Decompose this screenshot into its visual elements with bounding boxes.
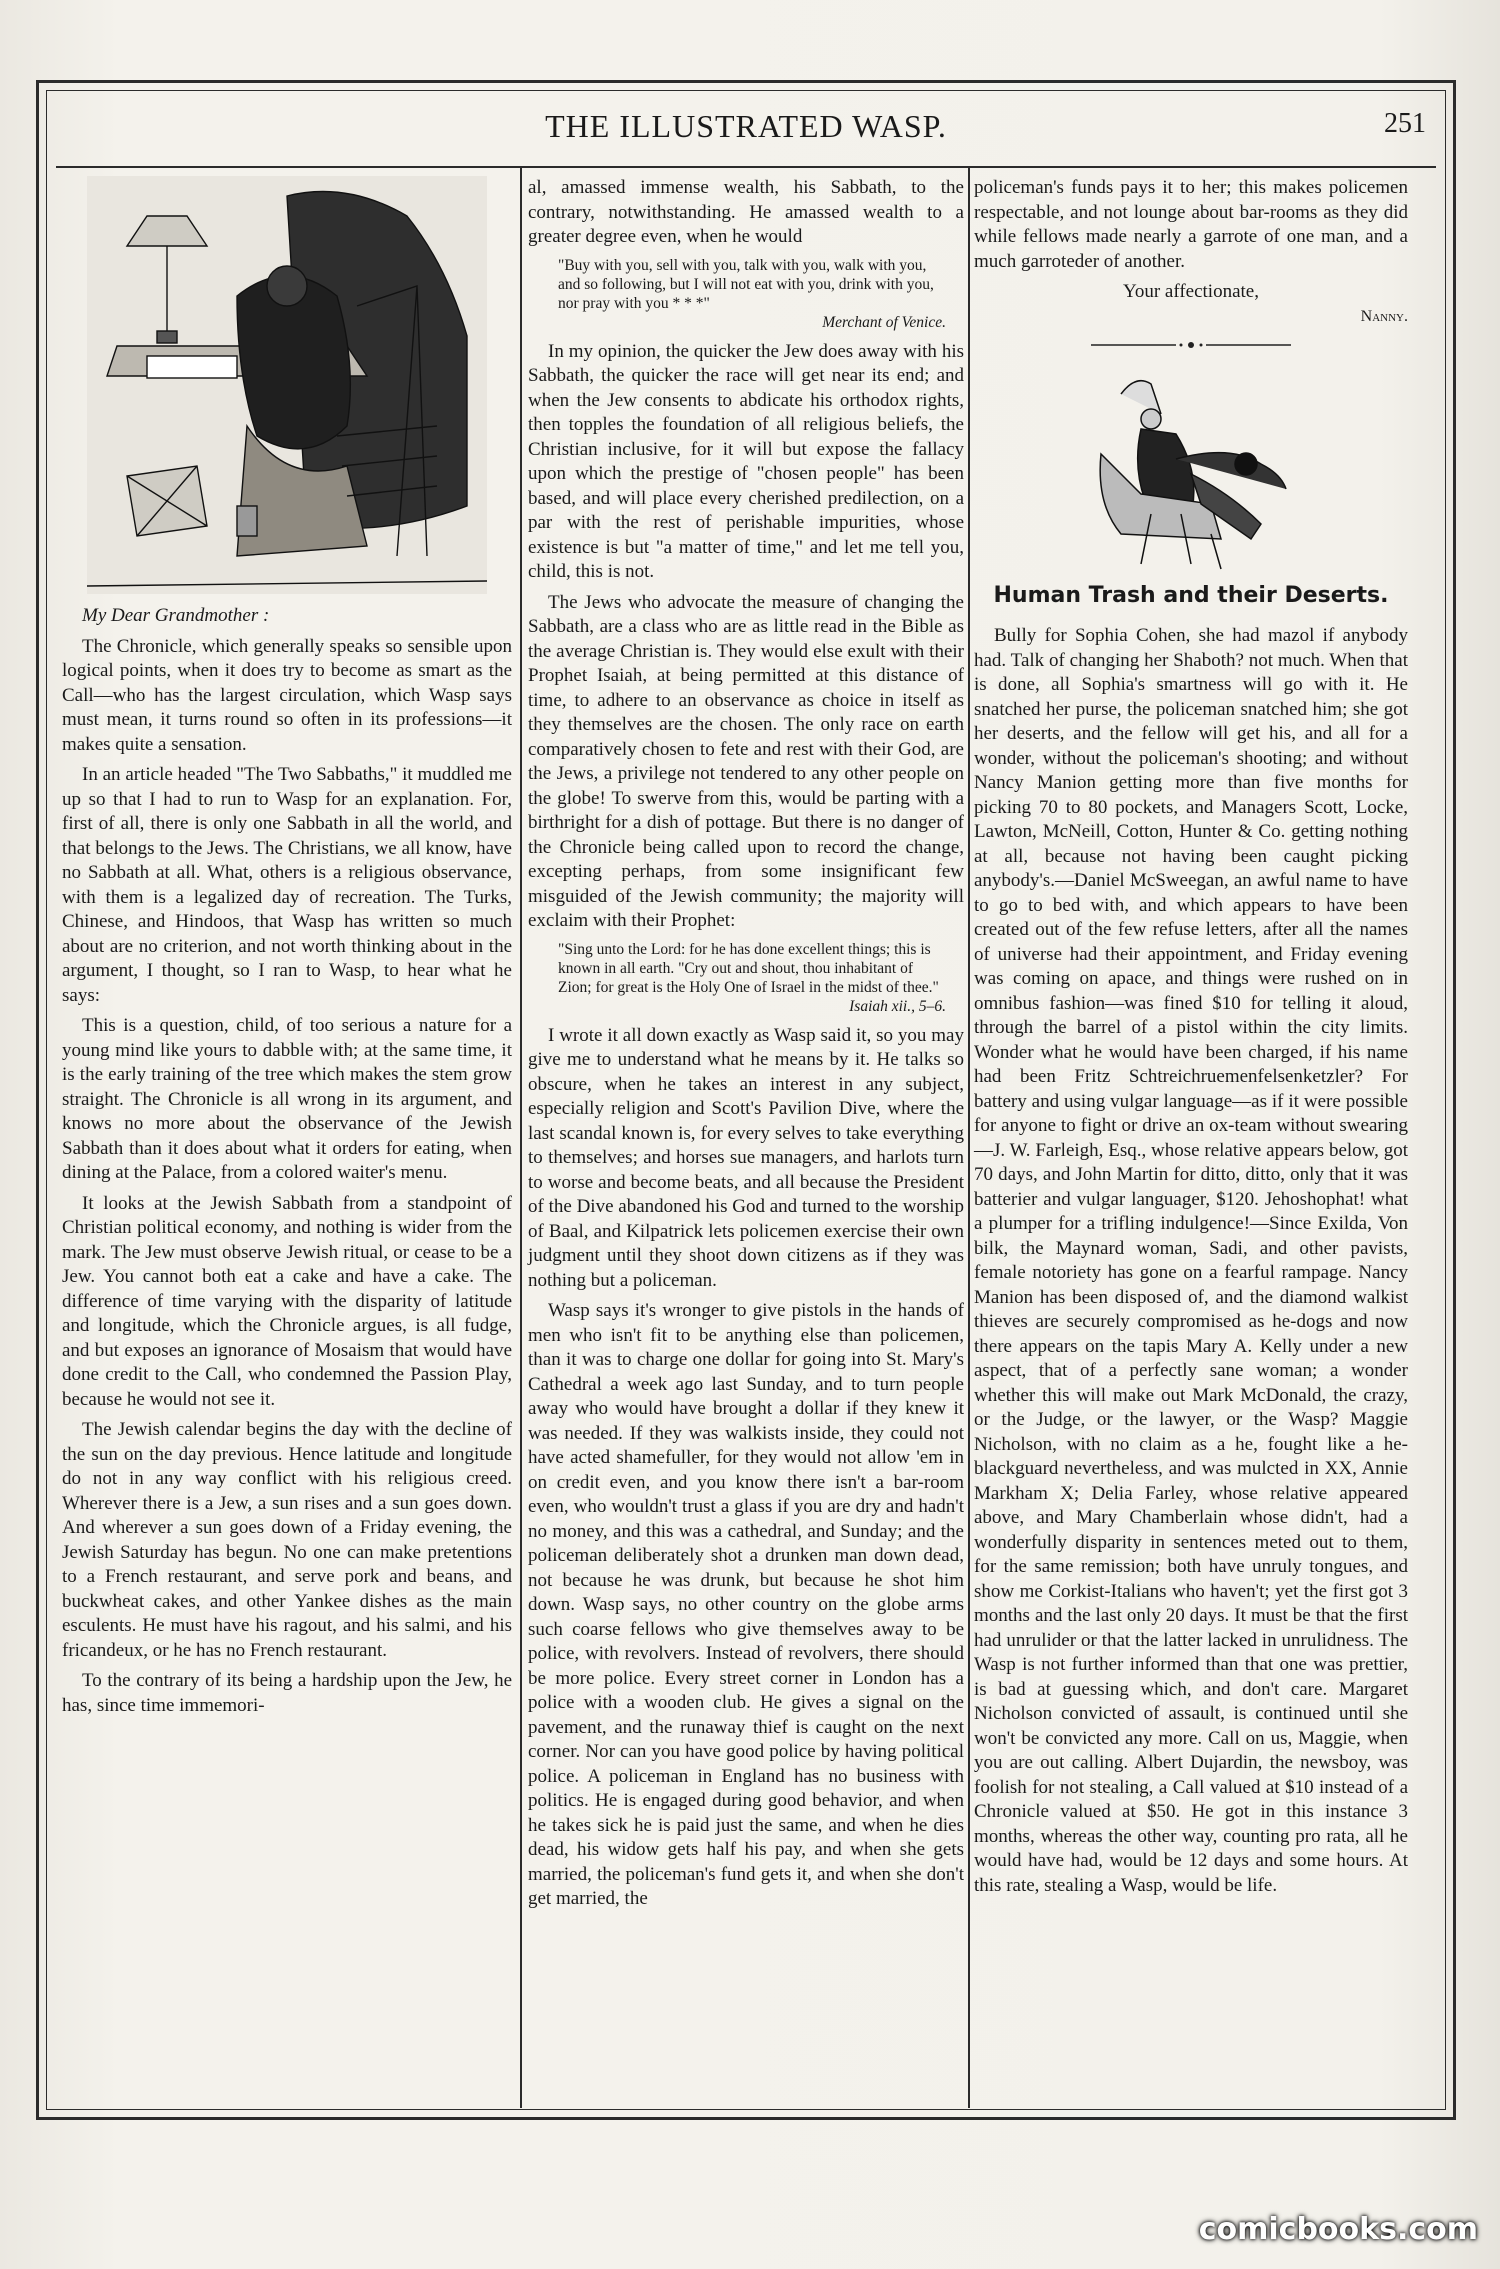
article-paragraph: The Jews who advocate the measure of changing the Sabbath, are a class who are as little read in the Bible as the average Christian is. They would else exult with their Prophet Isaiah, at being permitted at this distance of time, to adhere to an observance as choice in itself as they themselves are the chosen. The only race on earth comparatively chosen to fete and rest with their God, are the Jews, a privilege not tendered to any other people on the globe! To swerve from this, would be parting with a birthright for a dish of pottage. But there is no danger of the Chronicle being called upon to record the change, excepting perhaps, from some insignificant few misguided of the Jewish community; the majority will exclaim with their Prophet: — [528, 591, 964, 931]
article-paragraph: al, amassed immense wealth, his Sabbath, to the contrary, notwithstanding. He amassed wealth to a greater degree even, when he would — [528, 177, 964, 247]
quote-text: "Sing unto the Lord: for he has done excellent things; this is known in all earth. "Cry out and shout, thou inhabitant of Zion; for great is the Holy One of Israel in the midst of thee." — [558, 940, 939, 996]
article-paragraph: The Chronicle, which generally speaks so sensible upon logical points, when it does try to become as smart as the Call—who has the largest circulation, which Wasp says must mean, it turns round so often in its professions—it makes quite a sensation. — [62, 635, 512, 755]
column-right — [974, 176, 1408, 1904]
article-paragraph: In my opinion, the quicker the Jew does away with his Sabbath, the quicker the race will get near its end; and when the Jew consents to abdicate his orthodox rights, then topples the foundation of all religious beliefs, the Christian inclusive, for it will but expose the fallacy upon which the prestige of "chosen people" has been based, and will place every cherished predilection, on a par with the rest of perishable impurities, whose existence is but "a matter of time," and let me tell you, child, this is not. — [528, 340, 964, 582]
article-paragraph: I wrote it all down exactly as Wasp said it, so you may give me to understand what he means by it. He talks so obscure, when he takes an interest in any subject, especially religion and Scott's Pavilion Dive, where the last scandal known is, for every selves to take everything to themselves; and horses sue managers, and harlots turn to worse and become beats, and all because the President of the Dive abandoned his God and turned to the worship of Baal, and Kilpatrick lets policemen exercise their own judgment until they shoot down citizens as if they was nothing but a policeman. — [528, 1024, 964, 1291]
column-left — [62, 176, 512, 1724]
article-paragraph: Bully for Sophia Cohen, she had mazol if anybody had. Talk of changing her Shaboth? not much. When that is done, all Sophia's smartness will go with it. He snatched her purse, the policeman snatched him; she got her deserts, and the fellow will get his, and all for a wonder, without the policeman's shooting; and without Nancy Manion getting more than five months for picking 70 to 80 pockets, and Managers Scott, Locke, Lawton, McNeill, Cotton, Hunter & Co. getting nothing at all, because not having been caught picking anybody's.—Daniel McSweegan, an awful name to have to go to bed with, and which appears to have been created out of the few refuse letters, after all the names of universe had their appointment, and Friday evening was coming on apace, and things were rushed on in omnibus fashion—was fined $10 for telling it aloud, through the barrel of a pistol within the city limits. Wonder what he would have been charged, if his name had been Fritz Schtreichruemenfelsenketzler? For battery and using vulgar language—as if it were possible for anyone to fight or drive an ox-team without swearing—J. W. Farleigh, Esq., whose relative appears below, got 70 days, and John Martin for ditto, ditto, only that it was batterier and vulgar languager, $120. Jehoshophat! what a plumper for a trifling indulgence!—Since Exilda, Von bilk, the Maynard woman, Sadi, and other pavists, female notoriety has gone on a fearful rampage. Nancy Manion has been disposed of, and the diamond walkist thieves are securely compromised as he-dogs and now there appears on the tapis Mary A. Kelly under a new aspect, that of a perfectly sane woman; a wonder whether this will make out Mark McDonald, the crazy, or the Judge, or the lawyer, or the Wasp? Maggie Nicholson, with no claim as a he, fought like a he-blackguard nevertheless, and was mulcted in XX, Annie Markham X; Delia Farley, whose relative appeared above, and Mary Chamberlain whose didn't, had a wonderfully disparity in sentences meted out to them, for the same remission; both have unruly tongues, and show me Corkist-Italians who haven't; yet the first got 3 months and the last only 20 days. It must be that the first had unrulider or that the latter lacked in unrulidness. The Wasp is not further informed than that one was prettier, is bad at guessing which, and don't care. Margaret Nicholson convicted of assault, is continued until she won't be convicted any more. Call on us, Maggie, when you are out calling. Albert Dujardin, the newsboy, was foolish for not stealing, a Call valued at $10 instead of a Chronicle valued at $50. He got in this instance 3 months, whereas the other way, counting pro rata, all he would have had, would be 12 days and some hours. At this rate, stealing a Wasp, would be life. — [974, 625, 1408, 1896]
ornament-rule-icon — [1091, 340, 1291, 350]
block-quote — [558, 256, 946, 332]
column-rule — [520, 168, 522, 2108]
letter-signature: Nanny. — [1360, 307, 1408, 325]
grandmother-reading-illustration — [87, 176, 487, 594]
column-middle — [528, 176, 964, 1918]
page-number: 251 — [1384, 108, 1426, 139]
block-quote — [558, 940, 946, 1016]
article-paragraph: Wasp says it's wronger to give pistols in the hands of men who isn't fit to be anything else than policemen, than it was to charge one dollar for going into St. Mary's Cathedral a week ago last Sunday, and to turn people away who would have brought a dollar if they knew it was needed. If they was walkists inside, they could not have acted shamefuller, for they would not allow 'em in on credit even, and you know there isn't a bar-room even, who wouldn't trust a glass if you are dry and hadn't no money, and this was a cathedral, and Sunday; and the policeman deliberately shot a drunken man down dead, not because he was drunk, but because he shot him down. Wasp says, no other country on the globe arms such coarse fellows who give themselves away to be police, with revolvers. Instead of revolvers, there should be more police. Every street corner in London has a police with a wooden club. He gives a signal on the pavement, and the runaway thief is caught on the next corner. Nor can you have good police by having political police. A policeman in England has no business with politics. He is engaged during good behavior, and when he takes sick he is paid just the same, and when he dies dead, his widow gets half his pay, and when she gets married, the policeman's fund gets it, and when she don't get married, the — [528, 1300, 964, 1909]
article-paragraph: policeman's funds pays it to her; this makes policemen respectable, and not lounge about bar-rooms as they did while fellows made nearly a garrote of one man, and a much garroteder of another. — [974, 177, 1408, 272]
article-paragraph: In an article headed "The Two Sabbaths," it muddled me up so that I had to run to Wasp for an explanation. For, first of all, there is only one Sabbath in all the world, and that belongs to the Jews. The Christians, we all know, have no Sabbath at all. What, others is a religious observance, with them is a legalized day of recreation. The Turks, Chinese, and Hindoos, that Wasp has written so much about are no criterion, and not worth thinking about in the argument, I thought, so I ran to Wasp, to hear what he says: — [62, 764, 512, 1006]
masthead-title: THE ILLUSTRATED WASP. — [545, 108, 947, 144]
masthead — [56, 100, 1436, 168]
article-paragraph: It looks at the Jewish Sabbath from a standpoint of Christian political economy, and nothing is wider from the mark. The Jew must observe Jewish ritual, or cease to be a Jew. You cannot both eat a cake and have a cake. The difference of time varying with the disparity of latitude and longitude, which the Chronicle argues, is all fudge, and but exposes an ignorance of Mosaism that would have done credit to the Call, who condemned the Passion Play, because he would not see it. — [62, 1192, 512, 1410]
quote-text: "Buy with you, sell with you, talk with you, walk with you, and so following, but I will not eat with you, drink with you, nor pray with you * * *" — [558, 256, 934, 312]
ornament-divider — [974, 333, 1408, 358]
watermark-text: comicbooks.com — [1198, 2212, 1478, 2247]
article-paragraph: This is a question, child, of too serious a nature for a young mind like yours to dabble with; at the same time, it is the early training of the tree which makes the stem grow straight. The Chronicle is all wrong in its argument, and knows no more about the observance of the Jewish Sabbath than it does about what it orders for eating, when dining at the Palace, from a colored waiter's menu. — [62, 1015, 512, 1183]
letter-closing: Your affectionate, — [1123, 281, 1259, 302]
article-paragraph: To the contrary of its being a hardship upon the Jew, he has, since time immemori- — [62, 1670, 512, 1716]
illustration-caption: Human Trash and their Deserts. — [993, 582, 1389, 608]
salutation: My Dear Grandmother : — [82, 605, 270, 626]
quote-attribution: Isaiah xii., 5–6. — [849, 997, 946, 1015]
quote-attribution: Merchant of Venice. — [822, 313, 946, 331]
column-rule — [968, 168, 970, 2108]
article-paragraph: The Jewish calendar begins the day with the decline of the sun on the day previous. Hence latitude and longitude do not in any way conflict with his religious creed. Wherever there is a Jew, a sun rises and a sun goes down. And wherever a sun goes down of a Friday evening, the Jewish Saturday has begun. No one can make pretentions to a French restaurant, and serve pork and beans, and buckwheat cakes, and other Yankee dishes as the main esculents. He must have his ragout, and his salmi, and his fricandeux, or he has no French restaurant. — [62, 1419, 512, 1661]
spanking-cartoon-illustration — [1081, 364, 1301, 574]
